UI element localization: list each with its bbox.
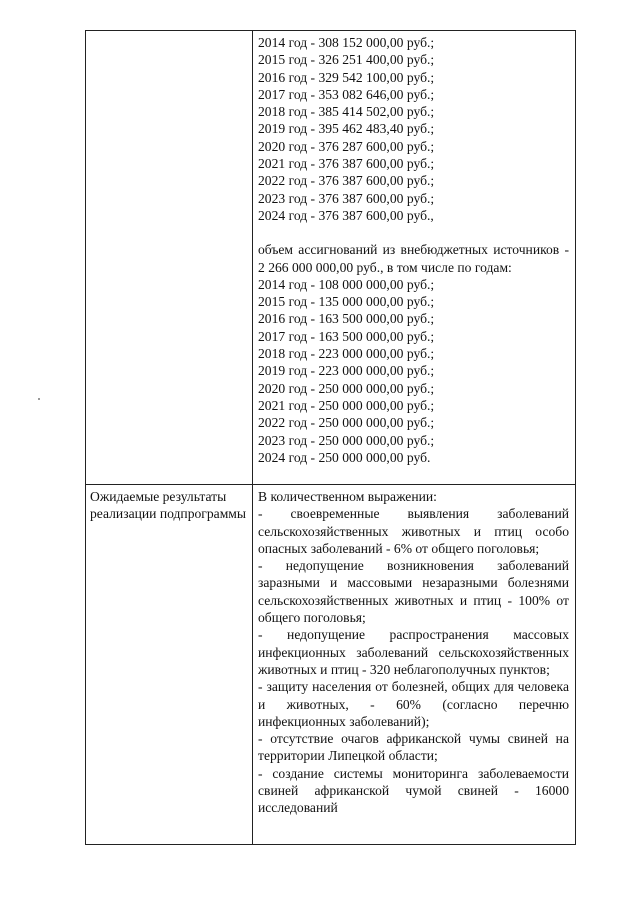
results-intro: В количественном выражении:	[258, 489, 437, 504]
funding-line: 2018 год - 385 414 502,00 руб.;	[258, 104, 435, 120]
extrabudget-line: 2023 год - 250 000 000,00 руб.;	[258, 432, 435, 448]
extrabudget-line: 2020 год - 250 000 000,00 руб.;	[258, 380, 435, 396]
extrabudget-line: 2014 год - 108 000 000,00 руб.;	[258, 276, 435, 292]
funding-line: 2021 год - 376 387 600,00 руб.;	[258, 156, 435, 172]
results-right-cell	[253, 485, 576, 845]
extrabudget-intro: объем ассигнований из внебюджетных источников - 2 266 000 000,00 руб., в том числе по годам:	[258, 242, 569, 275]
paragraph-gap	[258, 224, 569, 241]
results-row	[86, 485, 576, 845]
result-item: - недопущение возникновения заболеваний заразными и массовыми незаразными болезнями сельскохозяйственных животных и птиц - 100% от общего поголовья;	[258, 558, 569, 626]
result-item: - защиту населения от болезней, общих для человека и животных, - 60% (согласно перечню инфекционных заболеваний);	[258, 679, 569, 729]
extrabudget-line: 2024 год - 250 000 000,00 руб.	[258, 449, 431, 465]
funding-line: 2024 год - 376 387 600,00 руб.,	[258, 207, 434, 223]
results-label: Ожидаемые результаты реализации подпрограммы	[90, 489, 247, 522]
funding-left-cell	[86, 31, 253, 485]
extrabudget-line: 2015 год - 135 000 000,00 руб.;	[258, 294, 435, 310]
extrabudget-line: 2021 год - 250 000 000,00 руб.;	[258, 397, 435, 413]
funding-line: 2020 год - 376 287 600,00 руб.;	[258, 138, 435, 154]
funding-line: 2022 год - 376 387 600,00 руб.;	[258, 173, 435, 189]
funding-line: 2014 год - 308 152 000,00 руб.;	[258, 35, 435, 50]
funding-right-cell	[253, 31, 576, 485]
extrabudget-line: 2017 год - 163 500 000,00 руб.;	[258, 328, 435, 344]
funding-line: 2016 год - 329 542 100,00 руб.;	[258, 69, 435, 85]
funding-line: 2023 год - 376 387 600,00 руб.;	[258, 190, 435, 206]
results-left-cell	[86, 485, 253, 845]
result-item: - недопущение распространения массовых инфекционных заболеваний сельскохозяйственных животных и птиц - 320 неблагополучных пунктов;	[258, 627, 569, 677]
result-item: - создание системы мониторинга заболеваемости свиней африканской чумой свиней - 16000 исследований	[258, 765, 569, 816]
result-item: - отсутствие очагов африканской чумы свиней на территории Липецкой области;	[258, 731, 569, 764]
funding-row	[86, 31, 576, 485]
funding-line: 2015 год - 326 251 400,00 руб.;	[258, 52, 435, 68]
program-table	[85, 30, 576, 845]
result-item: - своевременные выявления заболеваний сельскохозяйственных животных и птиц особо опасных заболеваний - 6% от общего поголовья;	[258, 506, 569, 556]
extrabudget-line: 2022 год - 250 000 000,00 руб.;	[258, 415, 435, 431]
scan-speck	[38, 398, 40, 400]
extrabudget-line: 2018 год - 223 000 000,00 руб.;	[258, 346, 435, 362]
funding-line: 2019 год - 395 462 483,40 руб.;	[258, 121, 435, 137]
extrabudget-line: 2019 год - 223 000 000,00 руб.;	[258, 363, 435, 379]
extrabudget-line: 2016 год - 163 500 000,00 руб.;	[258, 311, 435, 327]
funding-line: 2017 год - 353 082 646,00 руб.;	[258, 86, 435, 102]
